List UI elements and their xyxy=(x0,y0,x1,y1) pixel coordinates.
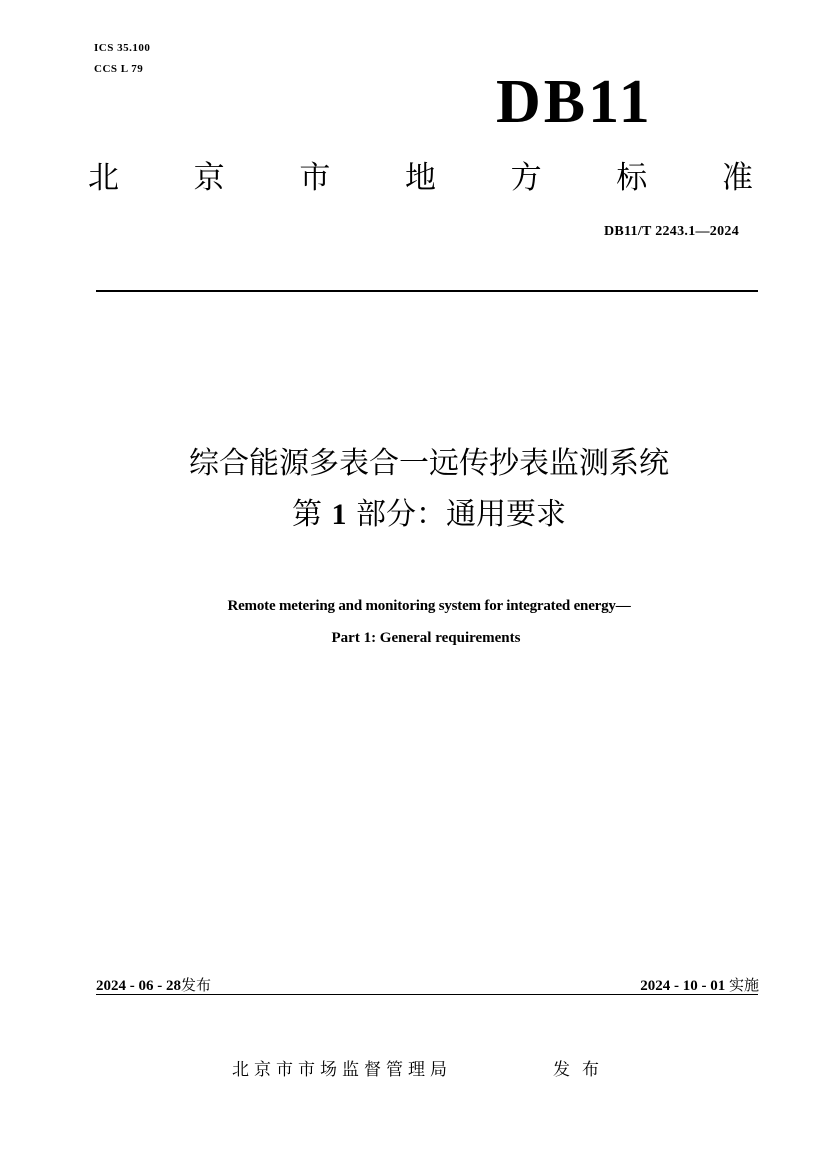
standard-type-char: 方 xyxy=(510,160,542,196)
standard-type-title xyxy=(88,158,753,198)
standard-type-char: 地 xyxy=(404,160,436,196)
standard-code-logo: DB11 xyxy=(496,68,653,136)
standard-type-char: 标 xyxy=(616,160,648,196)
standard-number: DB11/T 2243.1—2024 xyxy=(603,224,739,239)
chinese-title-line-2 xyxy=(0,495,815,535)
implement-date-value: 2024 - 10 - 01 xyxy=(640,978,726,994)
publish-label: 发布 xyxy=(553,1060,611,1080)
ccs-code: CCS L 79 xyxy=(94,63,144,75)
standard-type-char: 市 xyxy=(299,160,331,196)
implement-date xyxy=(640,974,759,995)
chinese-title-prefix: 第 xyxy=(291,497,322,532)
publish-date xyxy=(96,974,211,995)
footer-divider xyxy=(96,994,758,995)
english-title-line-2: Part 1: General requirements xyxy=(331,630,521,646)
standard-type-char: 北 xyxy=(88,160,119,196)
chinese-title-suffix: 部分：通用要求 xyxy=(356,497,567,532)
publish-date-value: 2024 - 06 - 28 xyxy=(96,978,181,994)
standard-type-char: 准 xyxy=(721,160,753,196)
publish-date-label: 发布 xyxy=(181,976,212,994)
part-number: 1 xyxy=(331,498,347,531)
publisher-name: 北京市市场监督管理局 xyxy=(232,1060,452,1080)
implement-date-label: 实施 xyxy=(728,976,759,994)
header-divider xyxy=(96,290,758,292)
english-title-line-1: Remote metering and monitoring system for integrated energy— xyxy=(227,598,631,614)
standard-type-char: 京 xyxy=(193,160,225,196)
ics-code: ICS 35.100 xyxy=(94,42,151,54)
chinese-title-line-1: 综合能源多表合一远传抄表监测系统 xyxy=(189,446,669,481)
